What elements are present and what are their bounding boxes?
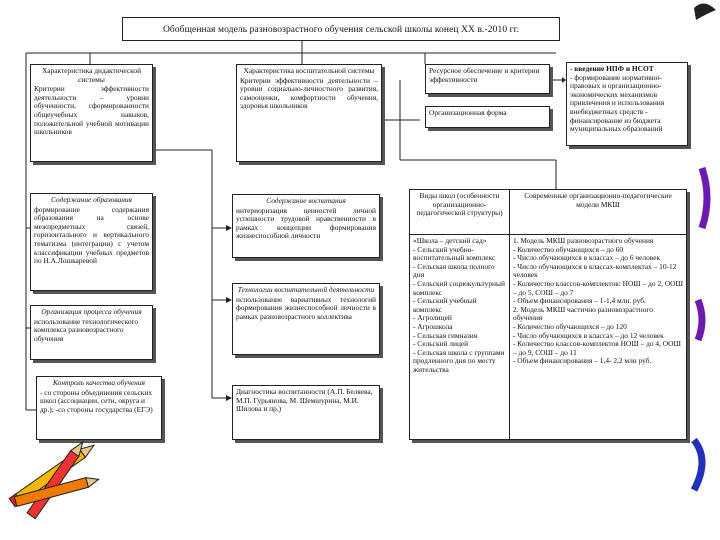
school-models-table (409, 189, 687, 440)
model-item: 2. Модель МКШ частично разновозрастного обучения (513, 304, 653, 323)
technologies-heading: Технологии воспитательной деятельности (237, 285, 375, 294)
table-models-list (510, 235, 686, 439)
org-form-text: Организационная форма (429, 108, 507, 117)
box-org-form (425, 106, 550, 128)
model-item: - Количество классов-комплектов НОШ – до 4, ООШ – до 9, СОШ – до 11 (513, 339, 681, 357)
table-school-types-list (410, 235, 509, 439)
box-upbringing-content (232, 194, 380, 258)
box-resources (425, 64, 550, 94)
model-item: - Число обучающихся в классах – до 6 человек (513, 253, 661, 263)
educational-heading: Характеристика воспитательной системы (243, 66, 375, 75)
stars-icon (688, 0, 720, 540)
diagram-title-box (122, 17, 560, 41)
education-content-heading: Содержание образования (51, 195, 132, 204)
box-npf (566, 62, 688, 146)
npf-heading: - введение НПФ и НСОТ (570, 64, 654, 73)
school-type-item: - Сельский учебный комплекс (413, 296, 477, 314)
didactic-heading: Характеристика дидактической системы (41, 66, 142, 84)
upbringing-content-body: интериоризация ценностей личной успешности трудовой нравственности в рамках концепции формирования жизнеспособной личности (236, 205, 376, 241)
educational-body: Критерии эффективности деятельности – уровни социально-личностного развития, самооценки, комфортности обучения, здоровья школьников (240, 75, 378, 111)
learning-process-heading: Организация процесса обучения (41, 307, 142, 316)
education-content-body: формирование содержания образования на основе межпредметных связей, горизонтального и вертикального тематизма (интеграции) с учетом классификации учебных предметов по Н.А.Лошкаревой (34, 204, 149, 266)
model-item: - Объем финансирования – 1-1,4 млн. руб. (513, 296, 646, 306)
table-head-right-text: Современные организационно-педагогические модели МКШ (524, 191, 672, 209)
table-head-models (510, 190, 686, 235)
box-educational-system (236, 64, 382, 162)
box-education-content (30, 193, 153, 291)
model-item: - Число обучающихся в классах-комплектах – 10-12 человек (513, 261, 677, 280)
npf-body: - формирование нормативно-правовых и организационно-экономических механизмов привлечения и использования внебюджетных средств - финансирование из бюджета муниципальных образований (570, 72, 665, 134)
didactic-body: Критерии эффективности деятельности – уровни обученности, сформированности общеучебных навыков, положительной учебной мотивации школьников (34, 84, 149, 137)
model-item: - Количество обучающихся – до 120 (513, 321, 627, 331)
quality-control-body: - со стороны объединения сельских школ (ассоциации, сети, округа и др.); -со стороны государства (ЕГЭ) (40, 387, 153, 414)
model-item: - Количество обучающихся – до 60 (513, 244, 624, 254)
school-type-item: «Школа – детский сад» (413, 236, 487, 245)
school-type-item: - Сельский учебно-воспитательный комплекс (413, 244, 496, 263)
learning-process-body: использование технологического комплекса разновозрастного обучения (34, 316, 139, 343)
quality-control-heading: Контроль качества обучения (53, 378, 145, 387)
technologies-body: использование вариативных технологий формирования жизнеспособной личности в рамках разновозрастного коллектива (236, 294, 376, 321)
diagram-title: Обобщенная модель разновозрастного обучения сельской школы конец XX в.-2010 гг. (162, 25, 520, 35)
school-type-item: - Агрошкола (413, 321, 453, 331)
model-item: 1. Модель МКШ разновозрастного обучения (513, 236, 654, 245)
box-upbringing-technologies (232, 283, 380, 355)
pencils-clipart (0, 420, 110, 530)
school-type-item: - Агролицей (413, 313, 452, 323)
school-type-item: - Сельский лицей (413, 339, 469, 349)
model-item: - Число обучающихся в классах – до 12 человек (513, 330, 664, 340)
upbringing-content-heading: Содержание воспитания (266, 196, 346, 205)
model-item: - Объем финансирования – 1,4- 2,2 млн руб. (513, 356, 652, 366)
school-type-item: - Сельская школа полного дня (413, 261, 495, 280)
school-type-item: - Сельская школа с группами продленного дня по месту жительства (413, 347, 505, 374)
school-type-item: - Сельский социокультурный комплекс (413, 278, 505, 297)
model-item: - Количество классов-комплектов: НОШ – до 2, ООШ – до 5, СОШ – до 7 (513, 278, 683, 297)
box-learning-process (30, 305, 153, 360)
school-type-item: - Сельская гимназия (413, 330, 478, 340)
box-didactic-system (30, 64, 153, 162)
table-head-left-text: Виды школ (особенности организационно-педагогической структуры) (416, 191, 503, 218)
resources-text: Ресурсное обеспечение и критерии эффективности (429, 66, 540, 84)
box-diagnostics (232, 385, 380, 440)
table-head-school-types (410, 190, 509, 235)
diagnostics-body: Диагностика воспитанности (А.П. Беляева, М.П. Гурьянова, М. Шемшурина, М.И. Шилова и пр.) (236, 387, 373, 414)
